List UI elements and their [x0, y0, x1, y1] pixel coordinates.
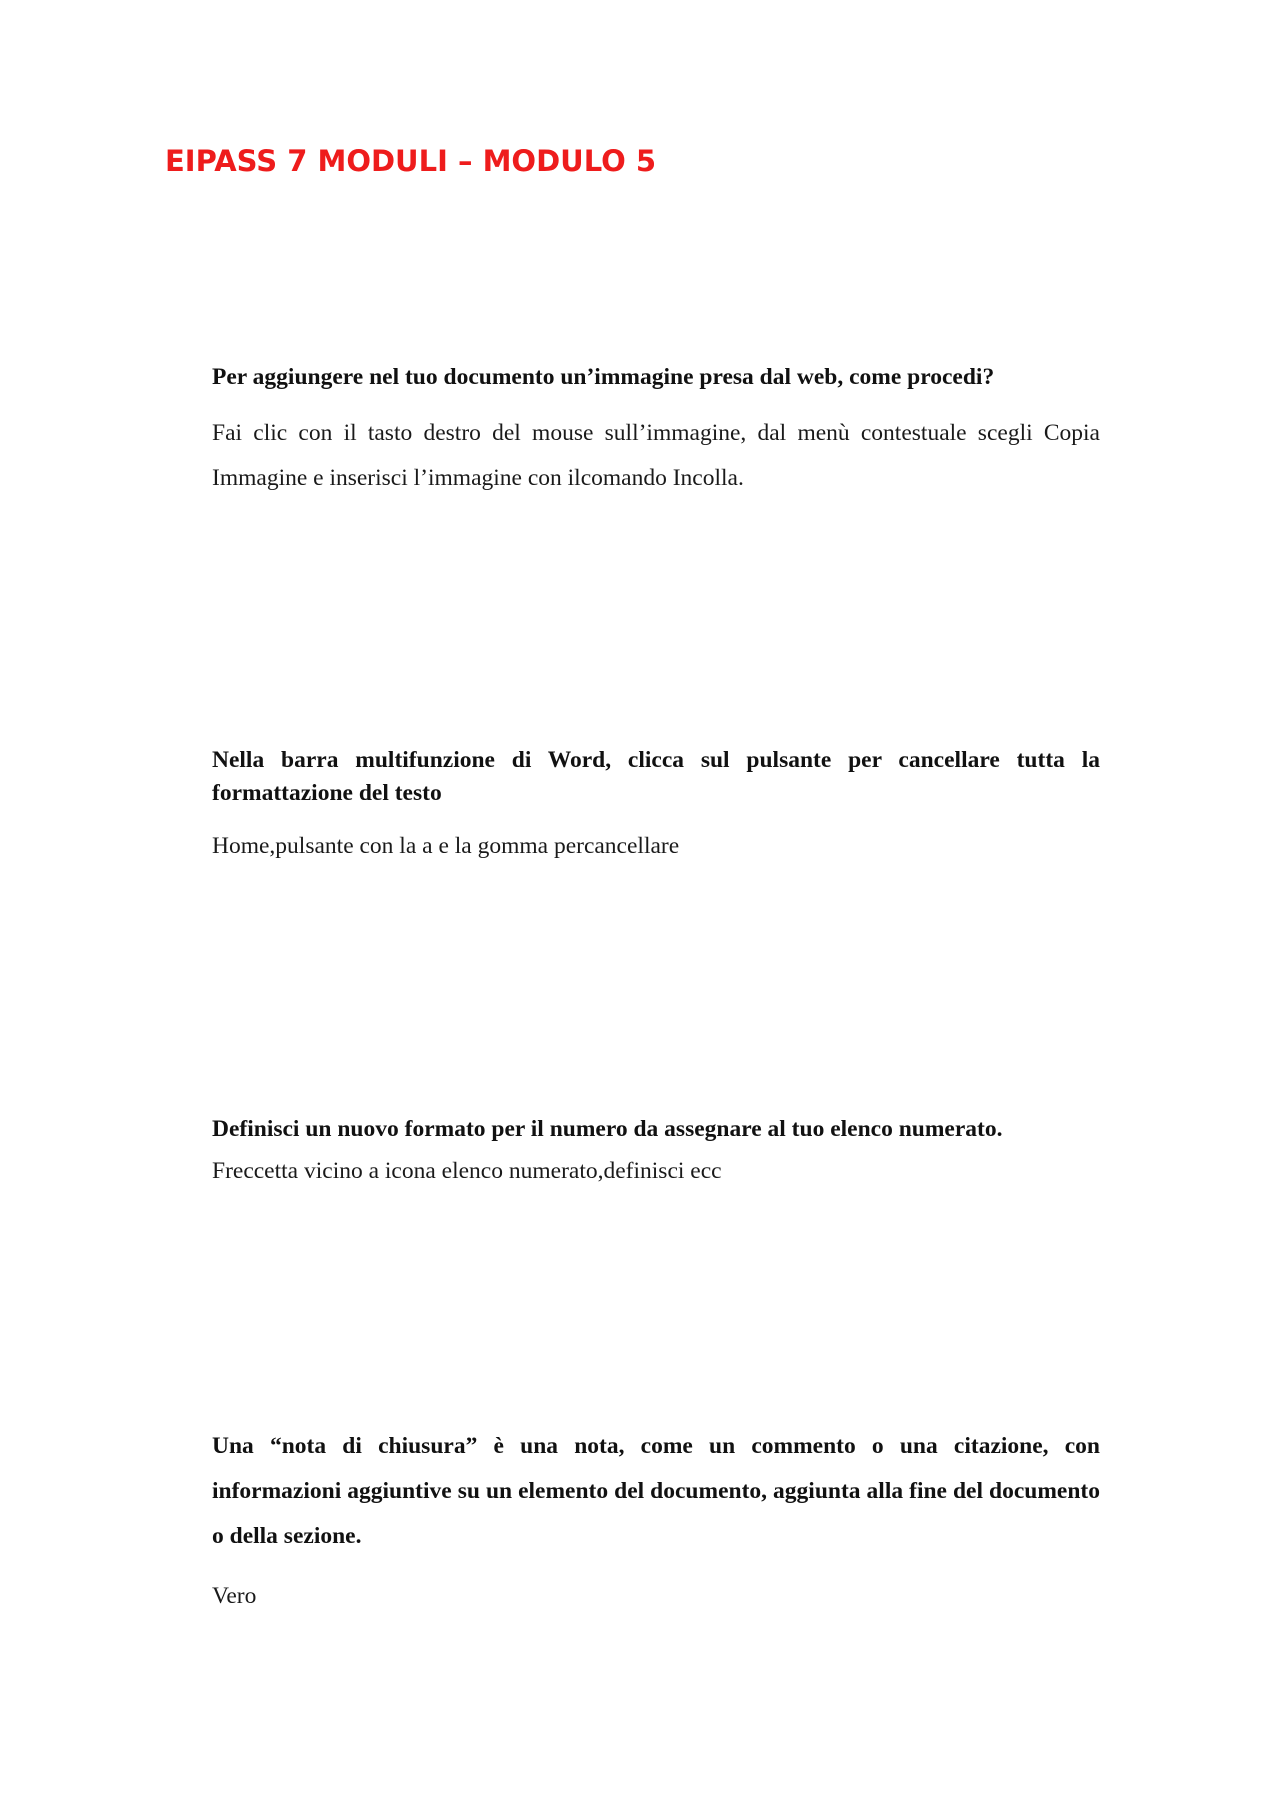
qa-block-4	[212, 1424, 1100, 1613]
document-title: EIPASS 7 MODULI – MODULO 5	[165, 144, 657, 178]
question-3: Definisci un nuovo formato per il numero da assegnare al tuo elenco numerato.	[212, 1116, 1003, 1142]
answer-4: Vero	[212, 1583, 257, 1609]
answer-2: Home,pulsante con la a e la gomma percancellare	[212, 833, 680, 859]
question-2: Nella barra multifunzione di Word, clicca sul pulsante per cancellare tutta la formattazione del testo	[212, 747, 1100, 806]
qa-block-3	[212, 1113, 1100, 1188]
answer-1: Fai clic con il tasto destro del mouse sull’immagine, dal menù contestuale scegli Copia Immagine e inserisci l’immagine con ilcomando Incolla.	[212, 420, 1100, 491]
qa-block-2	[212, 744, 1100, 863]
qa-block-1	[212, 361, 1100, 501]
question-1: Per aggiungere nel tuo documento un’immagine presa dal web, come procedi?	[212, 364, 995, 390]
question-4: Una “nota di chiusura” è una nota, come un commento o una citazione, con informazioni aggiuntive su un elemento del documento, aggiunta alla fine del documento o della sezione.	[212, 1433, 1100, 1549]
answer-3: Freccetta vicino a icona elenco numerato,definisci ecc	[212, 1158, 722, 1184]
